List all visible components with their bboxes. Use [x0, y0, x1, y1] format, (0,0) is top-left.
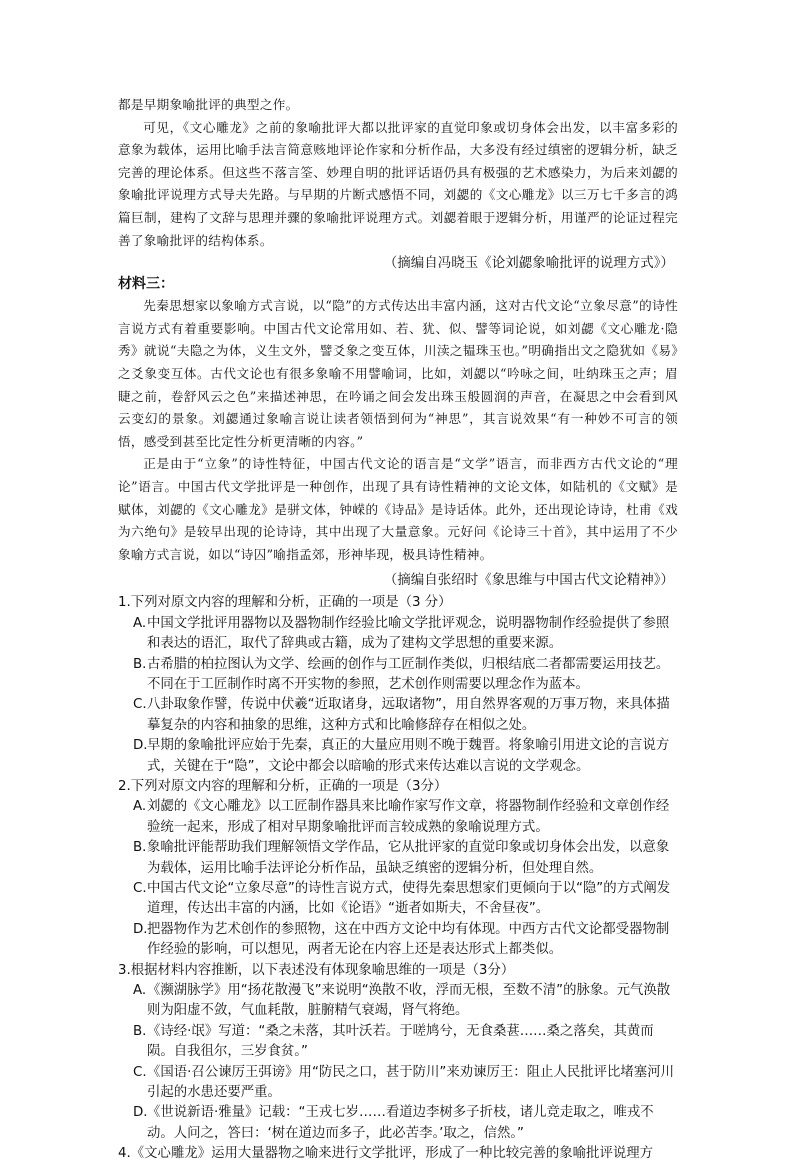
material3-paragraph-1: 先秦思想家以象喻方式言说，以“隐”的方式传达出丰富内涵，这对古代文论“立象尽意”的诗性言说方式有着重要影响。中国古代文论常用如、若、犹、似、譬等词论说，如刘勰《文心雕龙·隐秀》就说“夫隐之为体，义生文外，譬爻象之变互体，川渎之韫珠玉也。”明确指出文之隐犹如《易》之爻象变互体。古代文论也有很多象喻不用譬喻词，比如，刘勰以“吟咏之间，吐纳珠玉之声；眉睫之前，卷舒风云之色”来描述神思，在吟诵之间会发出珠玉般圆润的声音，在凝思之中会看到风云变幻的景象。刘勰通过象喻言说让读者领悟到何为“神思”，其言说效果“有一种妙不可言的领悟，感受到甚至比定性分析更清晰的内容。”: [118, 298, 678, 449]
question-2: [118, 777, 678, 961]
option-a[interactable]: [118, 981, 678, 1022]
option-text: 早期的象喻批评应始于先秦，真正的大量应用则不晚于魏晋。将象喻引用进文论的言说方式，关键在于“隐”，文论中都会以暗喻的形式来传达难以言说的文学观念。: [147, 738, 670, 774]
option-text: 中国古代文论“立象尽意”的诗性言说方式，使得先秦思想家们更倾向于以“隐”的方式阐发道理，传达出丰富的内涵，比如《论语》“逝者如斯夫，不舍昼夜”。: [147, 880, 671, 917]
option-label: B.: [133, 656, 147, 672]
option-b[interactable]: [118, 838, 678, 879]
question-stem: 2.下列对原文内容的理解和分析，正确的一项是（3分）: [118, 778, 448, 794]
option-text: 《濒湖脉学》用“扬花散漫飞”来说明“涣散不收，浮而无根，至数不清”的脉象。元气涣散则为阳虚不敛，气血耗散，脏腑精气衰竭，肾气将绝。: [147, 983, 671, 1019]
material3-source: （摘编自张绍时《象思维与中国古代文论精神》）: [383, 572, 674, 589]
option-label: A.: [133, 615, 147, 631]
option-c[interactable]: [118, 879, 678, 920]
option-label: C.: [133, 697, 147, 713]
option-text: 《国语·召公谏厉王弭谤》用“防民之口，甚于防川”来劝谏厉王：阻止人民批评比堵塞河川引起的水患还要严重。: [147, 1064, 674, 1101]
option-text: 中国文学批评用器物以及器物制作经验比喻文学批评观念，说明器物制作经验提供了参照和表达的语汇，取代了辞典或古籍，成为了建构文学思想的重要来源。: [147, 615, 670, 652]
option-label: A.: [133, 799, 147, 815]
option-label: D.: [133, 1105, 148, 1121]
question-1: [118, 593, 678, 777]
option-a[interactable]: [118, 797, 678, 838]
option-d[interactable]: [118, 736, 678, 777]
exam-page: [118, 94, 678, 1165]
option-text: 象喻批评能帮助我们理解领悟文学作品，它从批评家的直觉印象或切身体会出发，以意象为载体，运用比喻手法评论分析作品，虽缺乏缜密的逻辑分析，但处理自然。: [147, 840, 670, 876]
material3-paragraph-2: 正是由于“立象”的诗性特征，中国古代文论的语言是“文学”语言，而非西方古代文论的“理论”语言。中国古代文学批评是一种创作，出现了具有诗性精神的文论文体，如陆机的《文赋》是赋体，刘勰的《文心雕龙》是骈文体，钟嵘的《诗品》是诗话体。此外，还出现论诗诗，杜甫《戏为六绝句》是较早出现的论诗诗，其中出现了大量意象。元好问《论诗三十首》，其中运用了不少象喻方式言说，如以“诗囚”喻指孟郊，形神毕现，极具诗性精神。: [118, 456, 678, 562]
question-3: [118, 961, 678, 1145]
question-stem: 1.下列对原文内容的理解和分析，正确的一项是（3 分）: [118, 595, 452, 611]
option-label: A.: [133, 983, 147, 998]
option-text: 八卦取象作譬，传说中伏羲“近取诸身，远取诸物”，用自然界客观的万事万物，来具体描摹复杂的内容和抽象的思维，这种方式和比喻修辞存在相似之处。: [147, 697, 670, 733]
question-stem: 3.根据材料内容推断，以下表述没有体现象喻思维的一项是（3分）: [118, 962, 515, 978]
option-text: 把器物作为艺术创作的参照物，这在中西方文论中均有体现。中西方古代文论都受器物制作经验的影响，可以想见，两者无论在内容上还是表达形式上都类似。: [147, 921, 670, 958]
material2-paragraph: 可见，《文心雕龙》之前的象喻批评大都以批评家的直觉印象或切身体会出发，以丰富多彩的意象为载体，运用比喻手法言简意赅地评论作家和分析作品，大多没有经过缜密的逻辑分析，缺乏完善的理论体系。但这些不落言筌、妙理自明的批评话语仍具有极强的艺术感染力，为后来刘勰的象喻批评说理方式导夫先路。与早期的片断式感悟不同，刘勰的《文心雕龙》以三万七千多言的鸿篇巨制，建构了文辞与思理并骤的象喻批评说理方式。刘勰着眼于逻辑分析，用谨严的论证过程完善了象喻批评的结构体系。: [118, 119, 678, 248]
material2-source: （摘编自冯晓玉《论刘勰象喻批评的说理方式》）: [383, 255, 674, 272]
option-a[interactable]: [118, 614, 678, 655]
material3-heading: 材料三：: [118, 276, 174, 293]
option-label: B.: [133, 840, 147, 856]
option-label: D.: [133, 921, 148, 937]
option-c[interactable]: [118, 695, 678, 736]
option-b[interactable]: [118, 655, 678, 696]
option-text: 古希腊的柏拉图认为文学、绘画的创作与工匠制作类似，归根结底二者都需要运用技艺。不同在于工匠制作时离不开实物的参照，艺术创作则需要以理念作为蓝本。: [147, 656, 670, 692]
option-label: B.: [133, 1023, 147, 1039]
option-text: 《诗经·氓》写道：“桑之未落，其叶沃若。于嗟鸠兮，无食桑葚……桑之落矣，其黄而陨。自我徂尔，三岁食贫。”: [147, 1023, 654, 1060]
option-text: 刘勰的《文心雕龙》以工匠制作器具来比喻作家写作文章，将器物制作经验和文章创作经验统一起来，形成了相对早期象喻批评而言较成熟的象喻说理方式。: [147, 799, 670, 835]
option-d[interactable]: [118, 920, 678, 961]
option-label: C.: [133, 1064, 147, 1080]
option-d[interactable]: [118, 1103, 678, 1144]
option-c[interactable]: [118, 1063, 678, 1104]
option-b[interactable]: [118, 1022, 678, 1063]
option-label: C.: [133, 880, 147, 896]
option-label: D.: [133, 738, 148, 754]
option-text: 《世说新语·雅量》记载：“王戎七岁……看道边李树多子折枝，诸儿竞走取之，唯戎不动。人问之，答曰：‘树在道边而多子，此必苦李。’取之，信然。”: [147, 1105, 654, 1141]
material2-top-line: 都是早期象喻批评的典型之作。: [118, 97, 299, 112]
question-4-stem: 4.《文心雕龙》运用大量器物之喻来进行文学批评，形成了一种比较完善的象喻批评说理方: [118, 1146, 654, 1162]
